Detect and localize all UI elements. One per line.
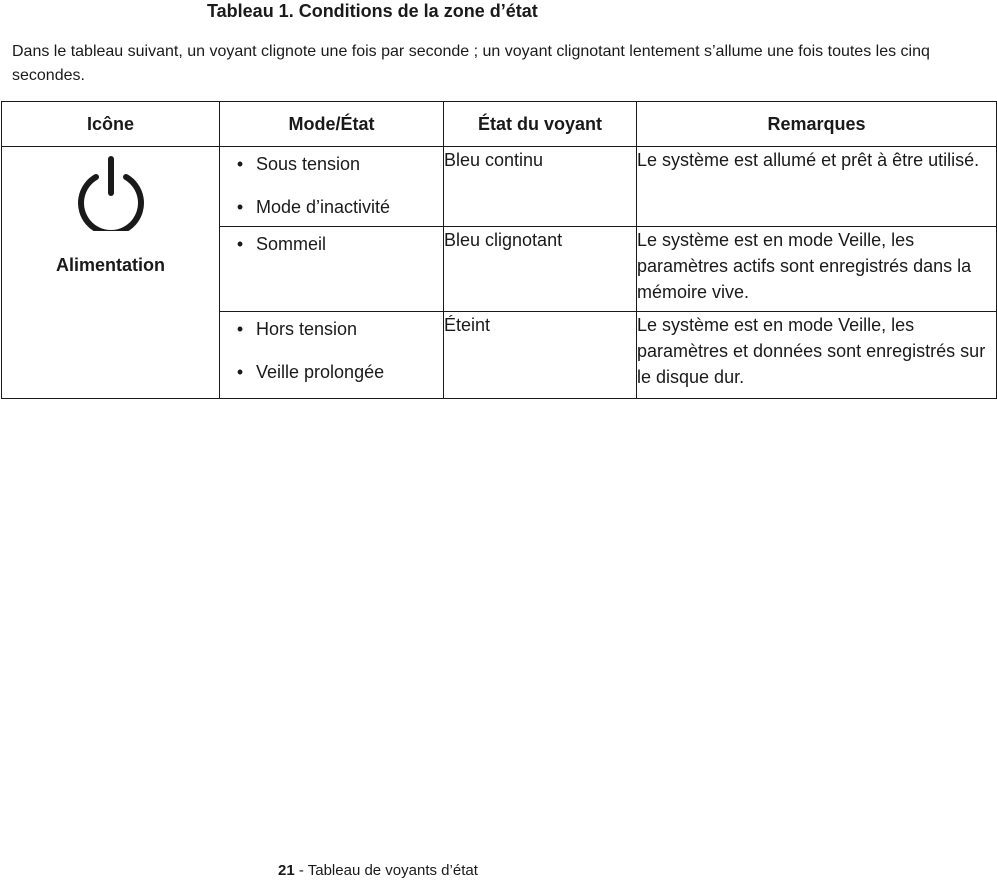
intro-paragraph: Dans le tableau suivant, un voyant clignote une fois par seconde ; un voyant clignotant lentement s’allume une fois toutes les cinq secondes.	[12, 43, 930, 84]
header-mode: Mode/État	[220, 102, 444, 147]
mode-item: • Sous tension	[230, 153, 443, 175]
status-table	[1, 101, 997, 399]
icon-label: Alimentation	[55, 255, 165, 275]
header-notes: Remarques	[637, 102, 997, 147]
mode-item: • Hors tension	[230, 318, 443, 340]
mode-item: • Sommeil	[230, 233, 443, 255]
mode-list	[220, 312, 443, 383]
mode-list	[220, 147, 443, 218]
mode-item: • Mode d’inactivité	[230, 196, 443, 218]
notes-cell: Le système est en mode Veille, les paramètres actifs sont enregistrés dans la mémoire vive.	[637, 227, 997, 312]
light-state-cell: Éteint	[444, 312, 637, 399]
page-number: 21	[278, 862, 295, 879]
page-footer	[278, 862, 478, 880]
notes-cell: Le système est en mode Veille, les paramètres et données sont enregistrés sur le disque dur.	[637, 312, 997, 399]
mode-cell	[220, 312, 444, 399]
mode-cell	[220, 147, 444, 227]
header-light: État du voyant	[444, 102, 637, 147]
icon-cell	[2, 147, 220, 399]
light-state-cell: Bleu clignotant	[444, 227, 637, 312]
power-icon	[76, 155, 146, 231]
footer-text: - Tableau de voyants d’état	[294, 862, 478, 879]
page-title: Tableau 1. Conditions de la zone d’état	[207, 1, 538, 21]
mode-list	[220, 227, 443, 255]
table-row	[2, 147, 997, 227]
mode-item: • Veille prolongée	[230, 361, 443, 383]
light-state-cell: Bleu continu	[444, 147, 637, 227]
header-icon: Icône	[2, 102, 220, 147]
table-header-row	[2, 102, 997, 147]
notes-cell: Le système est allumé et prêt à être utilisé.	[637, 147, 997, 227]
mode-cell	[220, 227, 444, 312]
